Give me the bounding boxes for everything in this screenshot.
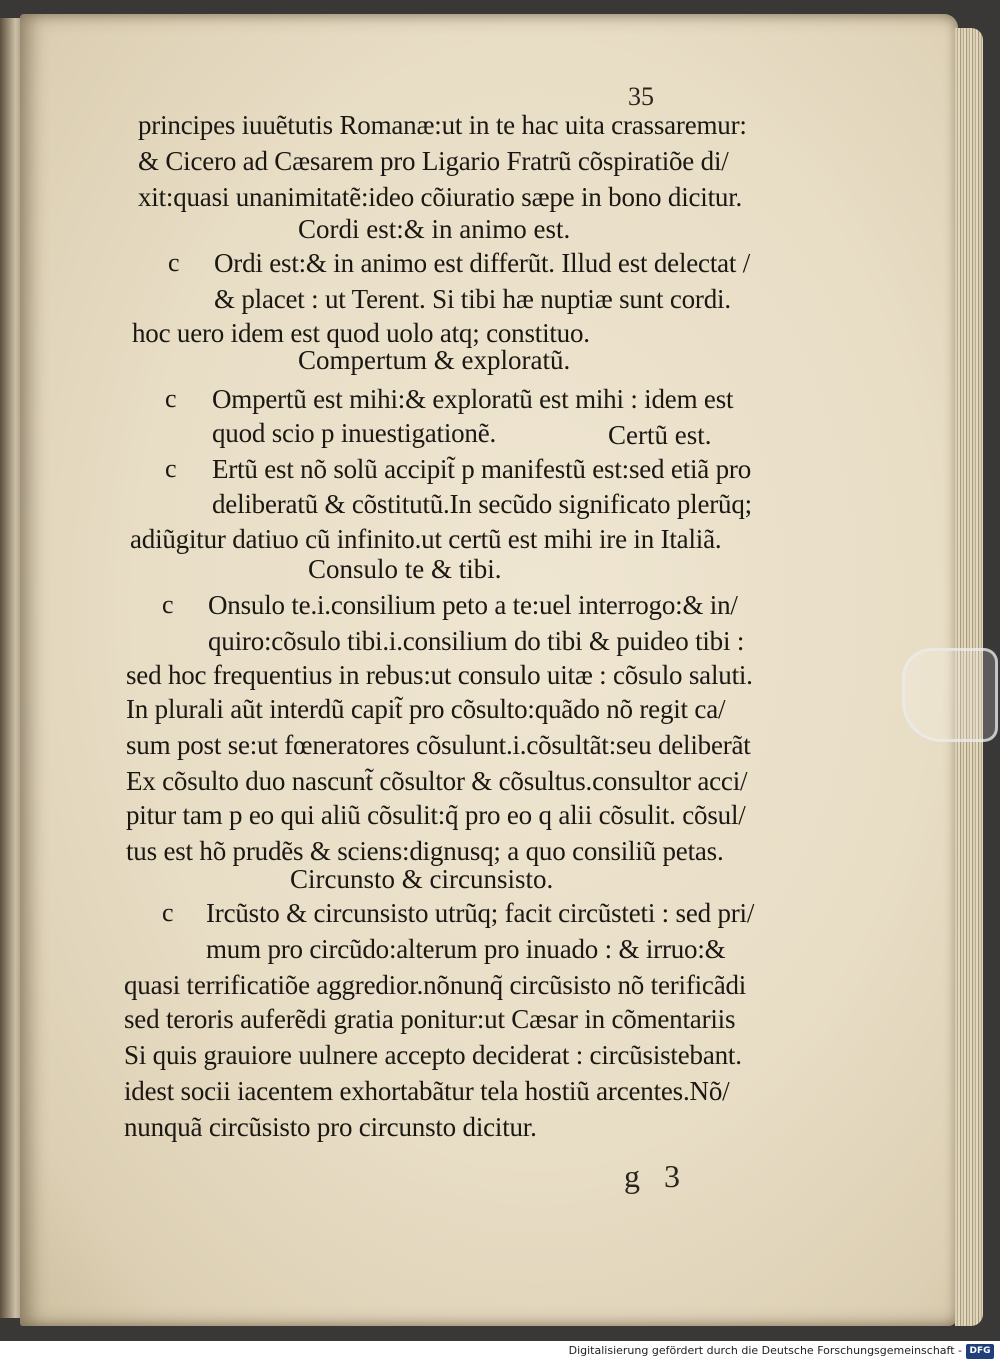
- text-line: & placet : ut Terent. Si tibi hæ nuptiæ sunt cordi.: [214, 284, 731, 314]
- text-line: & Cicero ad Cæsarem pro Ligario Fratrũ cõspiratiõe di/: [138, 146, 729, 176]
- text-line: sed teroris auferẽdi gratia ponitur:ut Cæsar in cõmentariis: [124, 1004, 736, 1034]
- text-line: sed hoc frequentius in rebus:ut consulo uitæ : cõsulo saluti.: [126, 660, 753, 690]
- section-heading: Certũ est.: [608, 420, 712, 450]
- text-line: idest socii iacentem exhortabãtur tela hostiũ arcentes.Nõ/: [124, 1076, 730, 1106]
- paragraph-marker: c: [162, 898, 174, 927]
- text-line: Ex cõsulto duo nascunt̃ cõsultor & cõsultus.consultor acci/: [126, 766, 748, 796]
- text-line: Ertũ est nõ solũ accipit̃ p manifestũ est:sed etiã pro: [212, 454, 752, 484]
- paragraph-marker: c: [165, 384, 177, 413]
- section-heading: Circunsto & circunsisto.: [290, 864, 554, 894]
- text-line: xit:quasi unanimitatẽ:ideo cõiuratio sæpe in bono dicitur.: [138, 182, 743, 212]
- footer-bar: [0, 1341, 1000, 1363]
- text-line: mum pro circũdo:alterum pro inuado : & irruo:&: [206, 934, 726, 964]
- text-line: Ircũsto & circunsisto utrũq; facit circũsteti : sed pri/: [206, 898, 755, 928]
- text-line: Ordi est:& in animo est differũt. Illud est delectat /: [214, 248, 751, 278]
- text-line: Ompertũ est mihi:& exploratũ est mihi : idem est: [212, 384, 734, 414]
- section-heading: Consulo te & tibi.: [308, 554, 502, 584]
- text-line: nunquã circũsisto pro circunsto dicitur.: [124, 1112, 537, 1142]
- text-line: Si quis grauiore uulnere accepto deciderat : circũsistebant.: [124, 1040, 742, 1070]
- text-line: adiũgitur datiuo cũ infinito.ut certũ est mihi ire in Italiã.: [130, 524, 722, 554]
- paragraph-marker: c: [162, 590, 174, 619]
- text-line: quasi terrificatiõe aggredior.nõnunq̃ circũsisto nõ terificãdi: [124, 970, 747, 1000]
- text-line: Onsulo te.i.consilium peto a te:uel interrogo:& in/: [208, 590, 738, 620]
- text-line: quod scio p inuestigationẽ.: [212, 418, 497, 448]
- text-line: principes iuuẽtutis Romanæ:ut in te hac uita crassaremur:: [138, 110, 747, 140]
- text-line: quiro:cõsulo tibi.i.consilium do tibi & puideo tibi :: [208, 626, 745, 656]
- section-heading: Cordi est:& in animo est.: [298, 214, 571, 244]
- text-line: In plurali aũt interdũ capit̃ pro cõsulto:quãdo nõ regit ca/: [126, 694, 726, 724]
- page-number: 35: [628, 82, 654, 111]
- text-line: pitur tam p eo qui aliũ cõsulit:q̃ pro eo q alii cõsulit. cõsul/: [126, 800, 746, 830]
- paragraph-marker: c: [165, 454, 177, 483]
- text-line: deliberatũ & cõstitutũ.In secũdo significato plerũq;: [212, 489, 752, 519]
- page-clip: [902, 648, 998, 742]
- left-page-edge: [0, 18, 22, 1318]
- section-heading: Compertum & exploratũ.: [298, 345, 571, 375]
- signature-mark: g 3: [624, 1158, 688, 1194]
- dfg-logo: DFG: [966, 1344, 994, 1359]
- paragraph-marker: c: [168, 248, 180, 277]
- text-line: sum post se:ut fœneratores cõsulunt.i.cõsultãt:seu deliberãt: [126, 730, 751, 760]
- text-line: tus est hõ prudẽs & sciens:dignusq; a quo consiliũ petas.: [126, 836, 724, 866]
- footer-credit-text: Digitalisierung gefördert durch die Deutsche Forschungsgemeinschaft -: [568, 1344, 962, 1357]
- text-line: hoc uero idem est quod uolo atq; constituo.: [132, 318, 590, 348]
